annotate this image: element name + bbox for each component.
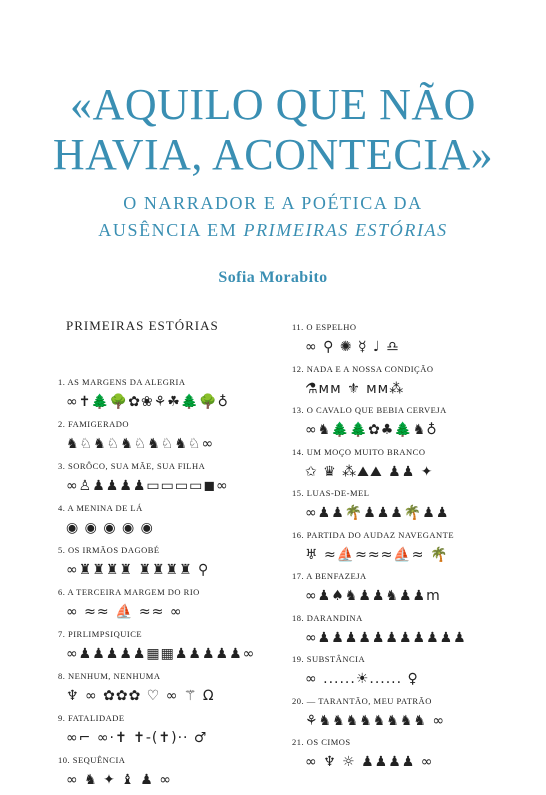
toc-glyph-strip-left-8: ♆ ∞ ✿✿✿ ♡ ∞ ⚚ Ω	[66, 688, 215, 704]
toc-entry-right-6: 16. PARTIDA DO AUDAZ NAVEGANTE	[292, 529, 455, 540]
toc-entry-right-8: 18. DARANDINA	[292, 612, 363, 623]
subtitle-line-2-italic: PRIMEIRAS ESTÓRIAS	[243, 220, 448, 240]
toc-heading: PRIMEIRAS ESTÓRIAS	[66, 318, 219, 333]
toc-entry-right-4: 14. UM MOÇO MUITO BRANCO	[292, 446, 426, 457]
toc-entry-right-3: 13. O CAVALO QUE BEBIA CERVEJA	[292, 405, 447, 415]
subtitle-line-2-plain: AUSÊNCIA EM	[98, 220, 244, 240]
toc-glyph-strip-left-9: ∞⌐ ∞·✝ ✝-(✝)·· ♂	[66, 730, 208, 746]
toc-glyph-strip-left-10: ∞ ♞ ✦ ♝ ♟ ∞	[66, 772, 172, 788]
toc-glyph-strip-right-11: ∞ ♆ ☼ ♟♟♟♟ ∞	[305, 754, 434, 770]
author-name: Sofia Morabito	[218, 269, 328, 286]
toc-entry-left-10: 10. SEQUÊNCIA	[58, 755, 126, 765]
toc-entry-right-2: 12. NADA E A NOSSA CONDIÇÃO	[292, 363, 434, 374]
title-line-2: HAVIA, ACONTECIA»	[52, 130, 494, 179]
toc-glyph-strip-right-8: ∞♟♟♟♟♟♟♟♟♟♟♟	[305, 629, 467, 646]
toc-entry-left-4: 4. A MENINA DE LÁ	[58, 503, 143, 513]
book-subtitle	[0, 190, 546, 244]
title-line-1: «AQUILO QUE NÃO	[70, 80, 476, 129]
toc-glyph-strip-left-1: ∞✝🌲🌳✿❀⚘☘🌲🌳♁	[66, 394, 229, 410]
toc-glyph-strip-left-6: ∞ ≈≈ ⛵ ≈≈ ∞	[66, 604, 183, 620]
toc-glyph-strip-right-5: ∞♟♟🌴♟♟♟🌴♟♟	[305, 505, 450, 521]
toc-entry-right-9: 19. SUBSTÂNCIA	[292, 654, 366, 664]
book-title	[0, 80, 546, 180]
toc-entry-right-7: 17. A BENFAZEJA	[292, 571, 367, 581]
toc-glyph-strip-right-4: ✩ ♛ ⁂⛰⛰ ♟♟ ✦	[305, 463, 434, 480]
toc-glyph-strip-right-3: ∞♞🌲🌲✿♣🌲♞♁	[305, 422, 438, 438]
toc-glyph-strip-left-2: ♞♘♞♘♞♘♞♘♞♘∞	[66, 436, 215, 452]
toc-entry-left-6: 6. A TERCEIRA MARGEM DO RIO	[58, 587, 200, 597]
toc-glyph-strip-right-1: ∞ ⚲ ✺ ☿ ♩ ♎	[305, 339, 400, 355]
toc-glyph-strip-left-3: ∞♙♟♟♟♟▭▭▭▭◼∞	[66, 478, 229, 494]
toc-entry-left-2: 2. FAMIGERADO	[58, 419, 130, 429]
toc-entry-right-11: 21. OS CIMOS	[292, 737, 351, 747]
toc-entry-left-5: 5. OS IRMÃOS DAGOBÉ	[58, 545, 160, 555]
toc-entry-left-1: 1. AS MARGENS DA ALEGRIA	[58, 377, 186, 387]
toc-glyph-strip-right-6: ♅ ≈⛵≈≈≈⛵≈ 🌴	[305, 546, 449, 563]
toc-entry-left-3: 3. SORÔCO, SUA MÃE, SUA FILHA	[58, 461, 206, 471]
toc-glyph-strip-left-4: ◉ ◉ ◉ ◉ ◉	[66, 520, 154, 536]
toc-glyph-strip-left-7: ∞♟♟♟♟♟▦▦♟♟♟♟♟∞	[66, 646, 256, 662]
toc-entry-right-10: 20. — TARANTÃO, MEU PATRÃO	[292, 695, 432, 706]
subtitle-line-1: O NARRADOR E A POÉTICA DA	[123, 193, 423, 213]
toc-glyph-strip-right-7: ∞♟♠♞♟♟♞♟♟m	[305, 588, 441, 604]
toc-entry-left-8: 8. NENHUM, NENHUMA	[58, 671, 161, 681]
toc-glyph-strip-left-5: ∞♜♜♜♜ ♜♜♜♜ ⚲	[66, 562, 210, 578]
toc-entry-right-1: 11. O ESPELHO	[292, 322, 357, 332]
subtitle-line-2	[0, 217, 546, 244]
toc-glyph-strip-right-10: ⚘♞♞♞♞♞♞♞♞ ∞	[305, 712, 446, 729]
toc-entry-right-5: 15. LUAS-DE-MEL	[292, 488, 370, 498]
toc-entry-left-7: 7. PIRLIMPSIQUICE	[58, 629, 143, 639]
toc-glyph-strip-right-9: ∞ ......☀...... ♀	[305, 671, 419, 687]
toc-glyph-strip-right-2: ⚗ᴍᴍ ⚜ ᴍᴍ⁂	[305, 380, 405, 397]
toc-entry-left-9: 9. FATALIDADE	[58, 713, 125, 723]
